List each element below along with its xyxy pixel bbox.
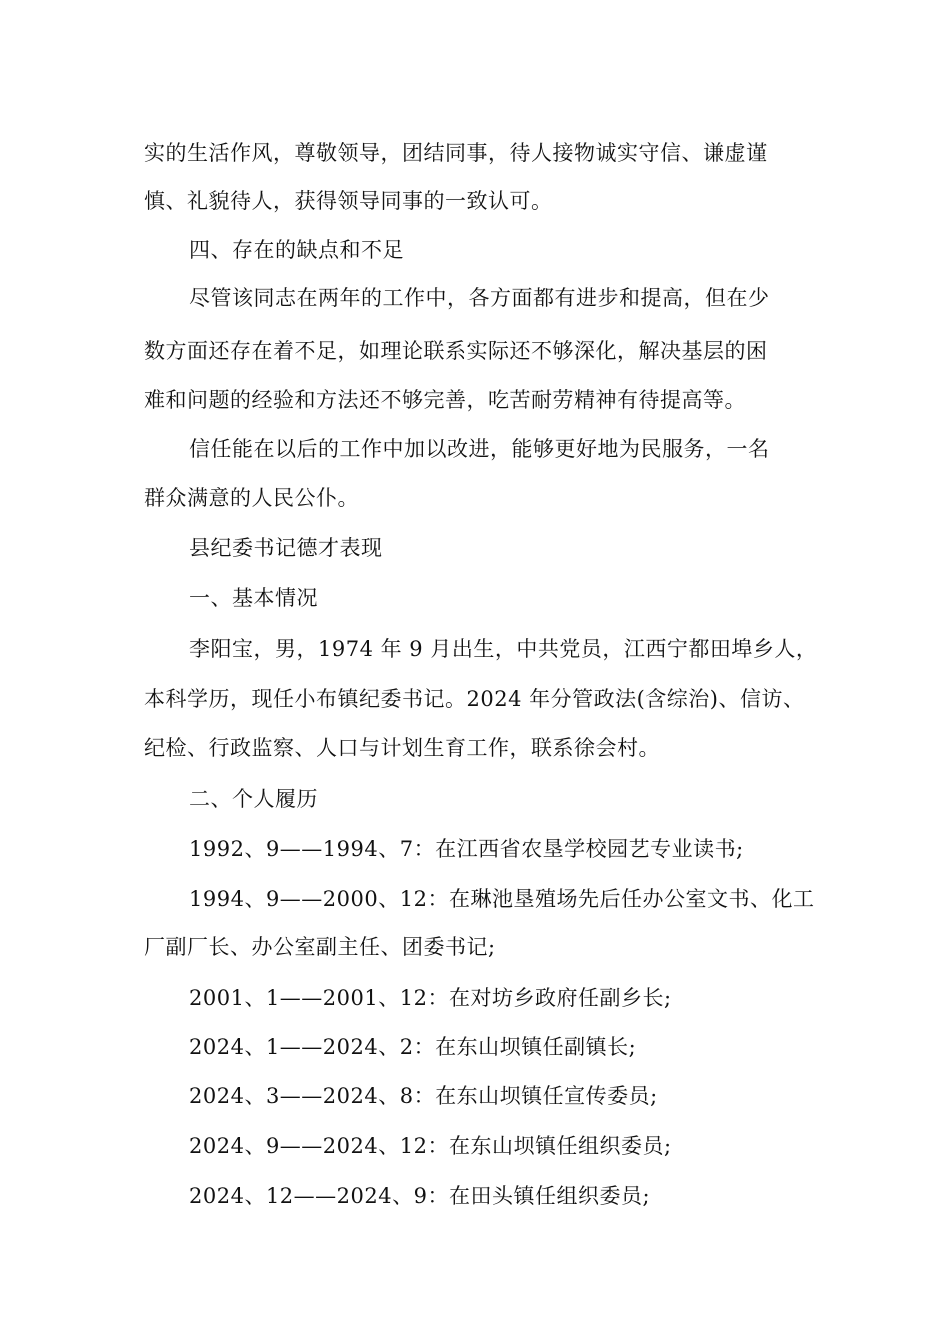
paragraph-line: 慎、礼貌待人，获得领导同事的一致认可。 [144, 189, 553, 213]
paragraph-line: 尽管该同志在两年的工作中，各方面都有进步和提高，但在少 [189, 286, 770, 310]
paragraph-line: 本科学历，现任小布镇纪委书记。2024 年分管政法(含综治)、信访、 [144, 687, 805, 711]
paragraph-line: 难和问题的经验和方法还不够完善，吃苦耐劳精神有待提高等。 [144, 388, 746, 412]
section-title: 县纪委书记德才表现 [189, 536, 383, 560]
resume-entry: 1994、9——2000、12：在琳池垦殖场先后任办公室文书、化工 [189, 887, 815, 911]
resume-entry-continued: 厂副厂长、办公室副主任、团委书记; [144, 935, 496, 959]
paragraph-line: 李阳宝，男，1974 年 9 月出生，中共党员，江西宁都田埠乡人， [189, 637, 818, 661]
section-heading: 二、个人履历 [189, 787, 318, 811]
paragraph-line: 实的生活作风，尊敬领导，团结同事，待人接物诚实守信、谦虚谨 [144, 141, 768, 165]
paragraph-line: 信任能在以后的工作中加以改进，能够更好地为民服务，一名 [189, 437, 770, 461]
paragraph-line: 数方面还存在着不足，如理论联系实际还不够深化，解决基层的困 [144, 339, 768, 363]
resume-entry: 1992、9——1994、7：在江西省农垦学校园艺专业读书; [189, 837, 744, 861]
resume-entry: 2024、9——2024、12：在东山坝镇任组织委员; [189, 1134, 672, 1158]
resume-entry: 2001、1——2001、12：在对坊乡政府任副乡长; [189, 986, 672, 1010]
paragraph-line: 群众满意的人民公仆。 [144, 486, 359, 510]
resume-entry: 2024、1——2024、2：在东山坝镇任副镇长; [189, 1035, 637, 1059]
section-heading: 一、基本情况 [189, 586, 318, 610]
resume-entry: 2024、3——2024、8：在东山坝镇任宣传委员; [189, 1084, 658, 1108]
section-heading: 四、存在的缺点和不足 [189, 238, 404, 262]
paragraph-line: 纪检、行政监察、人口与计划生育工作，联系徐会村。 [144, 736, 660, 760]
resume-entry: 2024、12——2024、9：在田头镇任组织委员; [189, 1184, 651, 1208]
